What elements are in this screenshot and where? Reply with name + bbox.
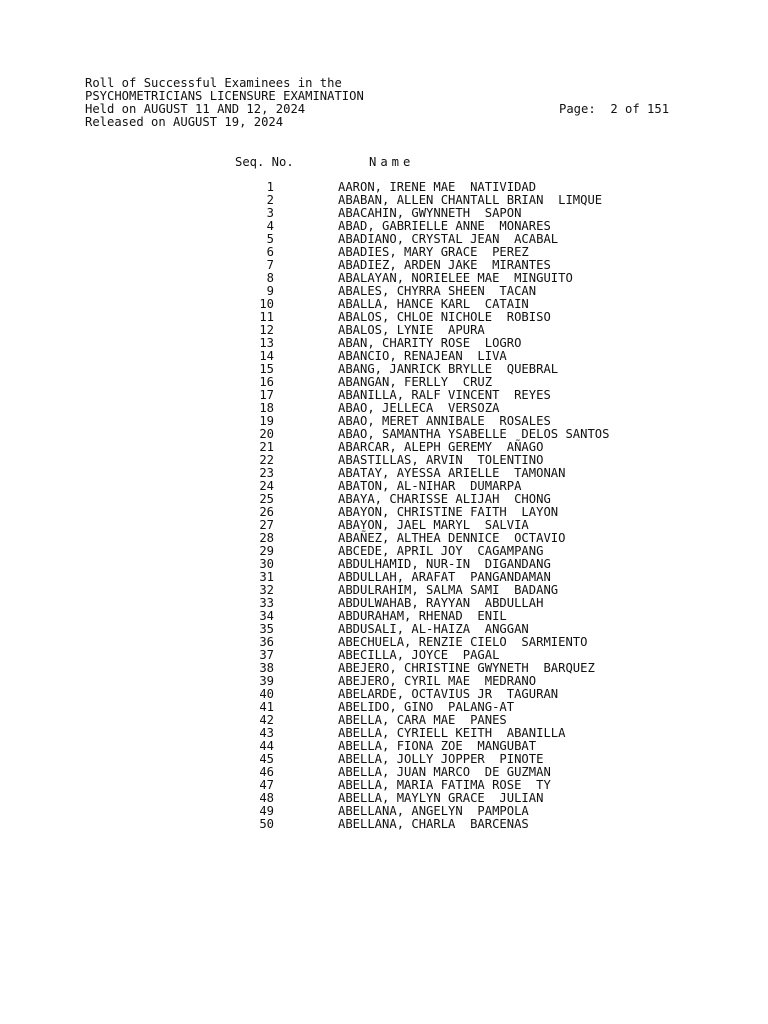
seq-number: 50 [259, 817, 274, 831]
seq-number: 7 [266, 258, 274, 272]
seq-number: 34 [259, 609, 274, 623]
seq-number: 2 [266, 193, 274, 207]
examinee-name: ABAO, MERET ANNIBALE ROSALES [338, 414, 551, 428]
examinee-name: ABAO, SAMANTHA YSABELLE DELOS SANTOS [338, 427, 610, 441]
exam-dates: Held on AUGUST 11 AND 12, 2024 [85, 102, 306, 116]
examinee-name: ABALAYAN, NORIELEE MAE MINGUITO [338, 271, 573, 285]
examinee-name: ABANGAN, FERLLY CRUZ [338, 375, 493, 389]
examinee-name: ABAYON, JAEL MARYL SALVIA [338, 518, 529, 532]
examinee-name: AARON, IRENE MAE NATIVIDAD [338, 180, 537, 194]
examinee-name: ABANCIO, RENAJEAN LIVA [338, 349, 507, 363]
examinee-name: ABELLA, CARA MAE PANES [338, 713, 507, 727]
seq-number: 17 [259, 388, 274, 402]
seq-number: 33 [259, 596, 274, 610]
examinee-name: ABACAHIN, GWYNNETH SAPON [338, 206, 522, 220]
seq-number: 41 [259, 700, 274, 714]
seq-number: 35 [259, 622, 274, 636]
seq-number: 23 [259, 466, 274, 480]
name-column-header: Name [369, 155, 415, 169]
seq-number: 44 [259, 739, 274, 753]
examinee-name: ABEJERO, CYRIL MAE MEDRANO [338, 674, 537, 688]
seq-number: 32 [259, 583, 274, 597]
examinee-name: ABDULWAHAB, RAYYAN ABDULLAH [338, 596, 544, 610]
seq-number: 27 [259, 518, 274, 532]
seq-number: 47 [259, 778, 274, 792]
examinee-name: ABECHUELA, RENZIE CIELO SARMIENTO [338, 635, 588, 649]
seq-number: 1 [266, 180, 274, 194]
examinee-name: ABARCAR, ALEPH GEREMY AÑAGO [338, 440, 544, 454]
examinee-name: ABAN, CHARITY ROSE LOGRO [338, 336, 522, 350]
seq-number: 45 [259, 752, 274, 766]
examinee-name: ABADIES, MARY GRACE PEREZ [338, 245, 529, 259]
examinee-name: ABDURAHAM, RHENAD ENIL [338, 609, 507, 623]
seq-number: 37 [259, 648, 274, 662]
seq-number: 21 [259, 440, 274, 454]
examinee-name: ABELLA, JOLLY JOPPER PINOTE [338, 752, 544, 766]
examinee-name: ABAYON, CHRISTINE FAITH LAYON [338, 505, 559, 519]
seq-number: 49 [259, 804, 274, 818]
examinee-name: ABELLANA, CHARLA BARCENAS [338, 817, 529, 831]
examinee-name: ABAO, JELLECA VERSOZA [338, 401, 500, 415]
seq-number: 11 [259, 310, 274, 324]
examinee-name: ABELLA, JUAN MARCO DE GUZMAN [338, 765, 551, 779]
seq-number: 20 [259, 427, 274, 441]
examinee-name: ABAÑEZ, ALTHEA DENNICE OCTAVIO [338, 531, 566, 545]
document-title-line1: Roll of Successful Examinees in the [85, 76, 342, 90]
examinee-name: ABELARDE, OCTAVIUS JR TAGURAN [338, 687, 559, 701]
examinee-name: ABDULRAHIM, SALMA SAMI BADANG [338, 583, 559, 597]
examinee-name: ABELLANA, ANGELYN PAMPOLA [338, 804, 529, 818]
seq-number: 46 [259, 765, 274, 779]
examinee-name: ABDULLAH, ARAFAT PANGANDAMAN [338, 570, 551, 584]
examinee-name: ABADIANO, CRYSTAL JEAN ACABAL [338, 232, 559, 246]
examinee-name: ABABAN, ALLEN CHANTALL BRIAN LIMQUE [338, 193, 603, 207]
seq-number: 30 [259, 557, 274, 571]
examinee-name: ABALOS, LYNIE APURA [338, 323, 485, 337]
seq-number: 15 [259, 362, 274, 376]
seq-number: 28 [259, 531, 274, 545]
seq-number: 22 [259, 453, 274, 467]
seq-number: 12 [259, 323, 274, 337]
examinee-name: ABELLA, CYRIELL KEITH ABANILLA [338, 726, 566, 740]
examinee-name: ABCEDE, APRIL JOY CAGAMPANG [338, 544, 544, 558]
seq-number: 9 [266, 284, 274, 298]
seq-number: 38 [259, 661, 274, 675]
release-date: Released on AUGUST 19, 2024 [85, 115, 284, 129]
seq-column-header: Seq. No. [235, 155, 294, 169]
examinee-name: ABELLA, MAYLYN GRACE JULIAN [338, 791, 544, 805]
seq-number: 6 [266, 245, 274, 259]
seq-number: 3 [266, 206, 274, 220]
examinee-name: ABALLA, HANCE KARL CATAIN [338, 297, 529, 311]
seq-number: 42 [259, 713, 274, 727]
examinee-name: ABEJERO, CHRISTINE GWYNETH BARQUEZ [338, 661, 595, 675]
examinee-name: ABANG, JANRICK BRYLLE QUEBRAL [338, 362, 559, 376]
seq-number: 29 [259, 544, 274, 558]
exam-name: PSYCHOMETRICIANS LICENSURE EXAMINATION [85, 89, 364, 103]
examinee-name: ABDUSALI, AL-HAIZA ANGGAN [338, 622, 529, 636]
seq-number: 31 [259, 570, 274, 584]
examinee-name: ABATON, AL-NIHAR DUMARPA [338, 479, 522, 493]
seq-number: 10 [259, 297, 274, 311]
seq-number: 25 [259, 492, 274, 506]
seq-number: 4 [266, 219, 274, 233]
seq-number: 13 [259, 336, 274, 350]
examinee-name: ABATAY, AYESSA ARIELLE TAMONAN [338, 466, 566, 480]
examinee-name: ABELLA, MARIA FATIMA ROSE TY [338, 778, 551, 792]
examinee-name: ABALES, CHYRRA SHEEN TACAN [338, 284, 537, 298]
examinee-name: ABECILLA, JOYCE PAGAL [338, 648, 500, 662]
examinee-name: ABAYA, CHARISSE ALIJAH CHONG [338, 492, 551, 506]
page-number: Page: 2 of 151 [559, 102, 670, 116]
seq-number: 14 [259, 349, 274, 363]
examinee-name: ABELLA, FIONA ZOE MANGUBAT [338, 739, 537, 753]
examinee-name: ABANILLA, RALF VINCENT REYES [338, 388, 551, 402]
seq-number: 18 [259, 401, 274, 415]
seq-number: 48 [259, 791, 274, 805]
examinee-name: ABAD, GABRIELLE ANNE MONARES [338, 219, 551, 233]
seq-number: 16 [259, 375, 274, 389]
examinee-name: ABALOS, CHLOE NICHOLE ROBISO [338, 310, 551, 324]
seq-number: 5 [266, 232, 274, 246]
examinee-name: ABASTILLAS, ARVIN TOLENTINO [338, 453, 544, 467]
seq-number: 36 [259, 635, 274, 649]
examinee-name: ABDULHAMID, NUR-IN DIGANDANG [338, 557, 551, 571]
examinee-list [0, 181, 768, 831]
examinee-name: ABELIDO, GINO PALANG-AT [338, 700, 515, 714]
seq-number: 8 [266, 271, 274, 285]
seq-number: 19 [259, 414, 274, 428]
list-item [0, 818, 768, 831]
seq-number: 26 [259, 505, 274, 519]
seq-number: 39 [259, 674, 274, 688]
examinee-name: ABADIEZ, ARDEN JAKE MIRANTES [338, 258, 551, 272]
seq-number: 24 [259, 479, 274, 493]
seq-number: 40 [259, 687, 274, 701]
seq-number: 43 [259, 726, 274, 740]
